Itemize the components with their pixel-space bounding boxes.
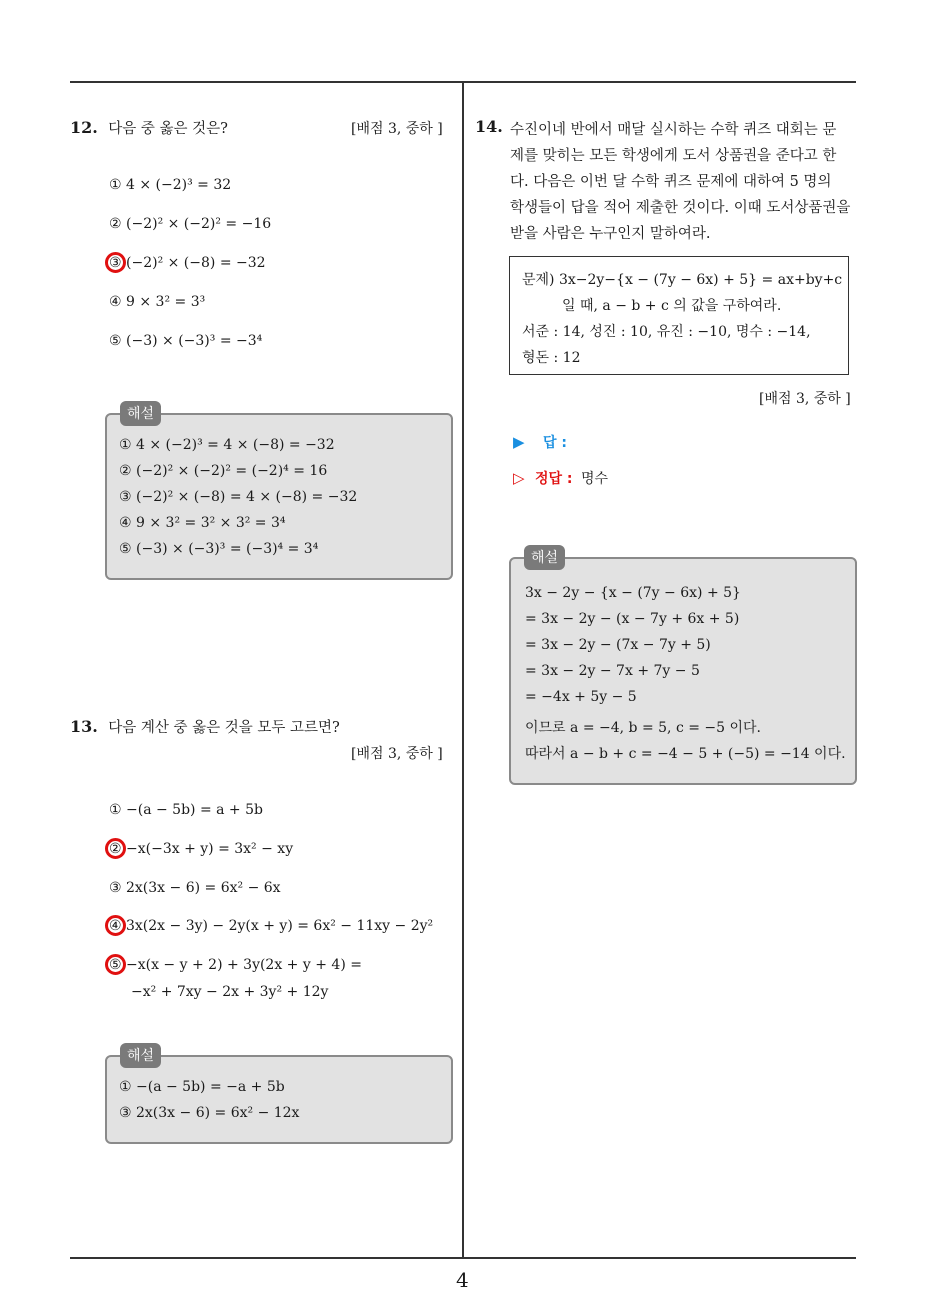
explanation-line: ③ 2x(3x − 6) = 6x² − 12x: [119, 1105, 300, 1121]
option-2[interactable]: ② −x(−3x + y) = 3x² − xy: [109, 841, 294, 857]
problem-box: [509, 256, 849, 375]
explanation-box-13: [105, 1055, 453, 1144]
option-2[interactable]: ② (−2)² × (−2)² = −16: [109, 216, 272, 232]
explanation-line: ① 4 × (−2)³ = 4 × (−8) = −32: [119, 437, 335, 453]
points-label: [배점 3, 중하 ]: [351, 121, 443, 137]
answer-mark-circle: [105, 252, 126, 273]
option-5[interactable]: ⑤ (−3) × (−3)³ = −3⁴: [109, 333, 263, 349]
explanation-line: ⑤ (−3) × (−3)³ = (−3)⁴ = 3⁴: [119, 541, 319, 557]
option-1[interactable]: ① 4 × (−2)³ = 32: [109, 177, 232, 193]
explanation-line: = 3x − 2y − (x − 7y + 6x + 5): [525, 611, 740, 627]
question-number: 12.: [70, 118, 98, 137]
option-5-continuation: −x² + 7xy − 2x + 3y² + 12y: [131, 984, 329, 1000]
question-text: 다음 중 옳은 것은?: [108, 121, 228, 137]
explanation-line: ① −(a − 5b) = −a + 5b: [119, 1079, 285, 1095]
explanation-line: 이므로 a = −4, b = 5, c = −5 이다.: [525, 720, 761, 736]
explanation-box-12: [105, 413, 453, 580]
explanation-line: ③ (−2)² × (−8) = 4 × (−8) = −32: [119, 489, 358, 505]
explanation-line: ④ 9 × 3² = 3² × 3² = 3⁴: [119, 515, 286, 531]
correct-answer-value: 명수: [580, 471, 609, 487]
answer-mark-circle: [105, 838, 126, 859]
correct-answer-row: [513, 468, 608, 488]
option-4[interactable]: ④ 9 × 3² = 3³: [109, 294, 206, 310]
question-text-line: 수진이네 반에서 매달 실시하는 수학 퀴즈 대회는 문: [510, 122, 837, 138]
page-number: 4: [456, 1268, 469, 1292]
question-number: 14.: [475, 117, 503, 136]
explanation-line: 3x − 2y − {x − (7y − 6x) + 5}: [525, 585, 741, 601]
problem-line: 서준 : 14, 성진 : 10, 유진 : −10, 명수 : −14,: [522, 324, 811, 340]
correct-label: 정답 :: [535, 471, 573, 487]
explanation-line: ② (−2)² × (−2)² = (−2)⁴ = 16: [119, 463, 328, 479]
question-13-header: [70, 716, 340, 737]
answer-mark-circle: [105, 954, 126, 975]
points-label: [배점 3, 중하 ]: [351, 746, 443, 762]
explanation-line: = 3x − 2y − (7x − 7y + 5): [525, 637, 711, 653]
explanation-line: 따라서 a − b + c = −4 − 5 + (−5) = −14 이다.: [525, 746, 846, 762]
question-text-line: 다. 다음은 이번 달 수학 퀴즈 문제에 대하여 5 명의: [510, 174, 832, 190]
outline-triangle-icon: ▷: [513, 469, 525, 487]
problem-line: 형돈 : 12: [522, 350, 581, 366]
explanation-tag: 해설: [120, 401, 161, 426]
answer-label: 답 :: [543, 435, 567, 451]
question-text-line: 학생들이 답을 적어 제출한 것이다. 이때 도서상품권을: [510, 200, 851, 216]
option-5[interactable]: ⑤ −x(x − y + 2) + 3y(2x + y + 4) =: [109, 957, 362, 973]
option-3[interactable]: ③ (−2)² × (−8) = −32: [109, 255, 266, 271]
points-label: [배점 3, 중하 ]: [759, 391, 851, 407]
explanation-tag: 해설: [524, 545, 565, 570]
answer-row: [513, 432, 567, 452]
problem-line: 문제) 3x−2y−{x − (7y − 6x) + 5} = ax+by+c: [522, 272, 843, 288]
explanation-box-14: [509, 557, 857, 785]
option-4[interactable]: ④ 3x(2x − 3y) − 2y(x + y) = 6x² − 11xy − 2y²: [109, 918, 434, 934]
option-3[interactable]: ③ 2x(3x − 6) = 6x² − 6x: [109, 880, 281, 896]
question-text: 다음 계산 중 옳은 것을 모두 고르면?: [108, 720, 340, 736]
option-1[interactable]: ① −(a − 5b) = a + 5b: [109, 802, 263, 818]
question-text-line: 제를 맞히는 모든 학생에게 도서 상품권을 준다고 한: [510, 148, 837, 164]
explanation-tag: 해설: [120, 1043, 161, 1068]
column-divider: [462, 82, 464, 1258]
question-12-header: [70, 117, 228, 138]
play-icon: ▶: [513, 433, 525, 451]
question-number: 13.: [70, 717, 98, 736]
problem-line: 일 때, a − b + c 의 값을 구하여라.: [562, 298, 782, 314]
explanation-line: = −4x + 5y − 5: [525, 689, 637, 705]
answer-mark-circle: [105, 915, 126, 936]
question-text-line: 받을 사람은 누구인지 말하여라.: [510, 226, 711, 242]
explanation-line: = 3x − 2y − 7x + 7y − 5: [525, 663, 700, 679]
